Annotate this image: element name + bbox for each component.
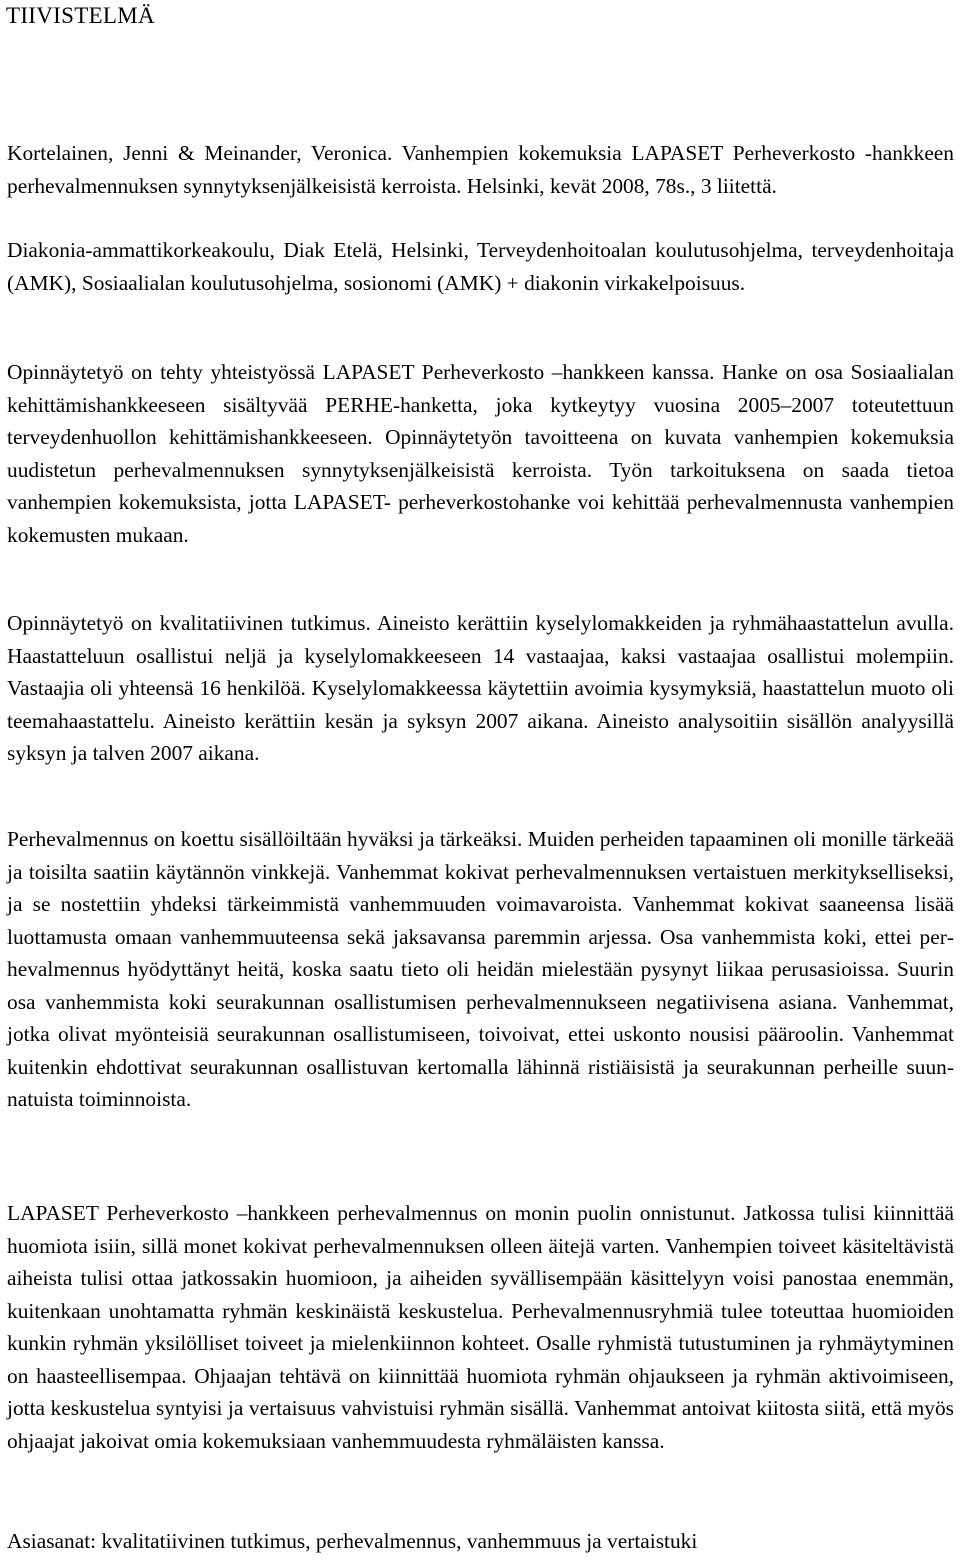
degree-programme-paragraph: Diakonia-ammattikorkeakoulu, Diak Etelä, Helsinki, Terveydenhoitoalan koulutusohjelma, terveydenhoitaja (AMK), Sosiaalialan koulutusohjelma, sosionomi (AMK) + diakonin virkakelpoisuus. (7, 238, 954, 295)
results-paragraph: Perhevalmennus on koettu sisällöiltään hyväksi ja tärkeäksi. Muiden perheiden tapaaminen oli monille tärkeää ja toisilta saatiin käytännön vinkkejä. Vanhemmat kokivat perhevalmennuksen vertaistuen merkitykselliseksi, ja se nostettiin yhdeksi tärkeimmistä vanhemmuuden voimavaroista. Vanhemmat kokivat saaneensa lisää luottamusta omaan vanhemmuuteensa sekä jaksavansa paremmin arjessa. Osa vanhemmista koki, ettei perhevalmennus hyödyttänyt heitä, koska saatu tieto oli heidän mielestään pysynyt liikaa perusasioissa. Suurin osa vanhemmista koki seurakunnan osallistumisen perhevalmennukseen negatiivisena asiana. Vanhemmat, jotka olivat myönteisiä seurakunnan osallistumiseen, toivoivat, ettei uskonto nousisi pääroolin. Vanhemmat kuitenkin ehdottivat seurakunnan osallistuvan kertomalla lähinnä ristiäisistä ja seurakunnan perheille suunnatuista toiminnoista. (7, 827, 954, 1111)
conclusions-paragraph: LAPASET Perheverkosto –hankkeen perhevalmennus on monin puolin onnistunut. Jatkossa tulisi kiinnittää huomiota isiin, sillä monet kokivat perhevalmennuksen olleen äitejä varten. Vanhempien toiveet käsiteltävistä aiheista tulisi ottaa jatkossakin huomioon, ja aiheiden syvällisempään käsittelyyn voisi panostaa enemmän, kuitenkaan unohtamatta ryhmän keskinäistä keskustelua. Perhevalmennusryhmiä tulee toteuttaa huomioiden kunkin ryhmän yksilölliset toiveet ja mielenkiinnon kohteet. Osalle ryhmistä tutustuminen ja ryhmäytyminen on haasteellisempaa. Ohjaajan tehtävä on kiinnittää huomiota ryhmän ohjaukseen ja ryhmän aktivoimiseen, jotta keskustelua syntyisi ja vertaisuus vahvistuisi ryhmän sisällä. Vanhemmat antoivat kiitosta siitä, että myös ohjaajat jakoivat omia kokemuksiaan vanhemmuudesta ryhmäläisten kanssa. (7, 1201, 954, 1453)
background-paragraph: Opinnäytetyö on tehty yhteistyössä LAPASET Perheverkosto –hankkeen kanssa. Hanke on osa Sosiaalialan kehittämishankkeeseen sisältyvää PERHE-hanketta, joka kytkeytyy vuosina 2005–2007 toteutettuun terveydenhuollon kehittämishankkeeseen. Opinnäytetyön tavoitteena on kuvata vanhempien kokemuksia uudistetun perhevalmennuksen synnytyksenjälkeisistä kerroista. Työn tarkoituksena on saada tietoa vanhempien kokemuksista, jotta LAPASET- perheverkostohanke voi kehittää perhevalmennusta vanhempien kokemusten mukaan. (7, 360, 954, 547)
methods-paragraph: Opinnäytetyö on kvalitatiivinen tutkimus. Aineisto kerättiin kyselylomakkeiden ja ryhmähaastattelun avulla. Haastatteluun osallistui neljä ja kyselylomakkeeseen 14 vastaajaa, kaksi vastaajaa osallistui molempiin. Vastaajia oli yhteensä 16 henkilöä. Kyselylomakkeessa käytettiin avoimia kysymyksiä, haastattelun muoto oli teemahaastattelu. Aineisto kerättiin kesän ja syksyn 2007 aikana. Aineisto analysoitiin sisällön analyysillä syksyn ja talven 2007 aikana. (7, 611, 954, 765)
page-title: TIIVISTELMÄ (6, 3, 155, 28)
citation-paragraph: Kortelainen, Jenni & Meinander, Veronica. Vanhempien kokemuksia LAPASET Perheverkosto -hankkeen perhevalmennuksen synnytyksenjälkeisistä kerroista. Helsinki, kevät 2008, 78s., 3 liitettä. (7, 141, 954, 198)
keywords-line: Asiasanat: kvalitatiivinen tutkimus, perhevalmennus, vanhemmuus ja vertaistuki (7, 1529, 698, 1553)
